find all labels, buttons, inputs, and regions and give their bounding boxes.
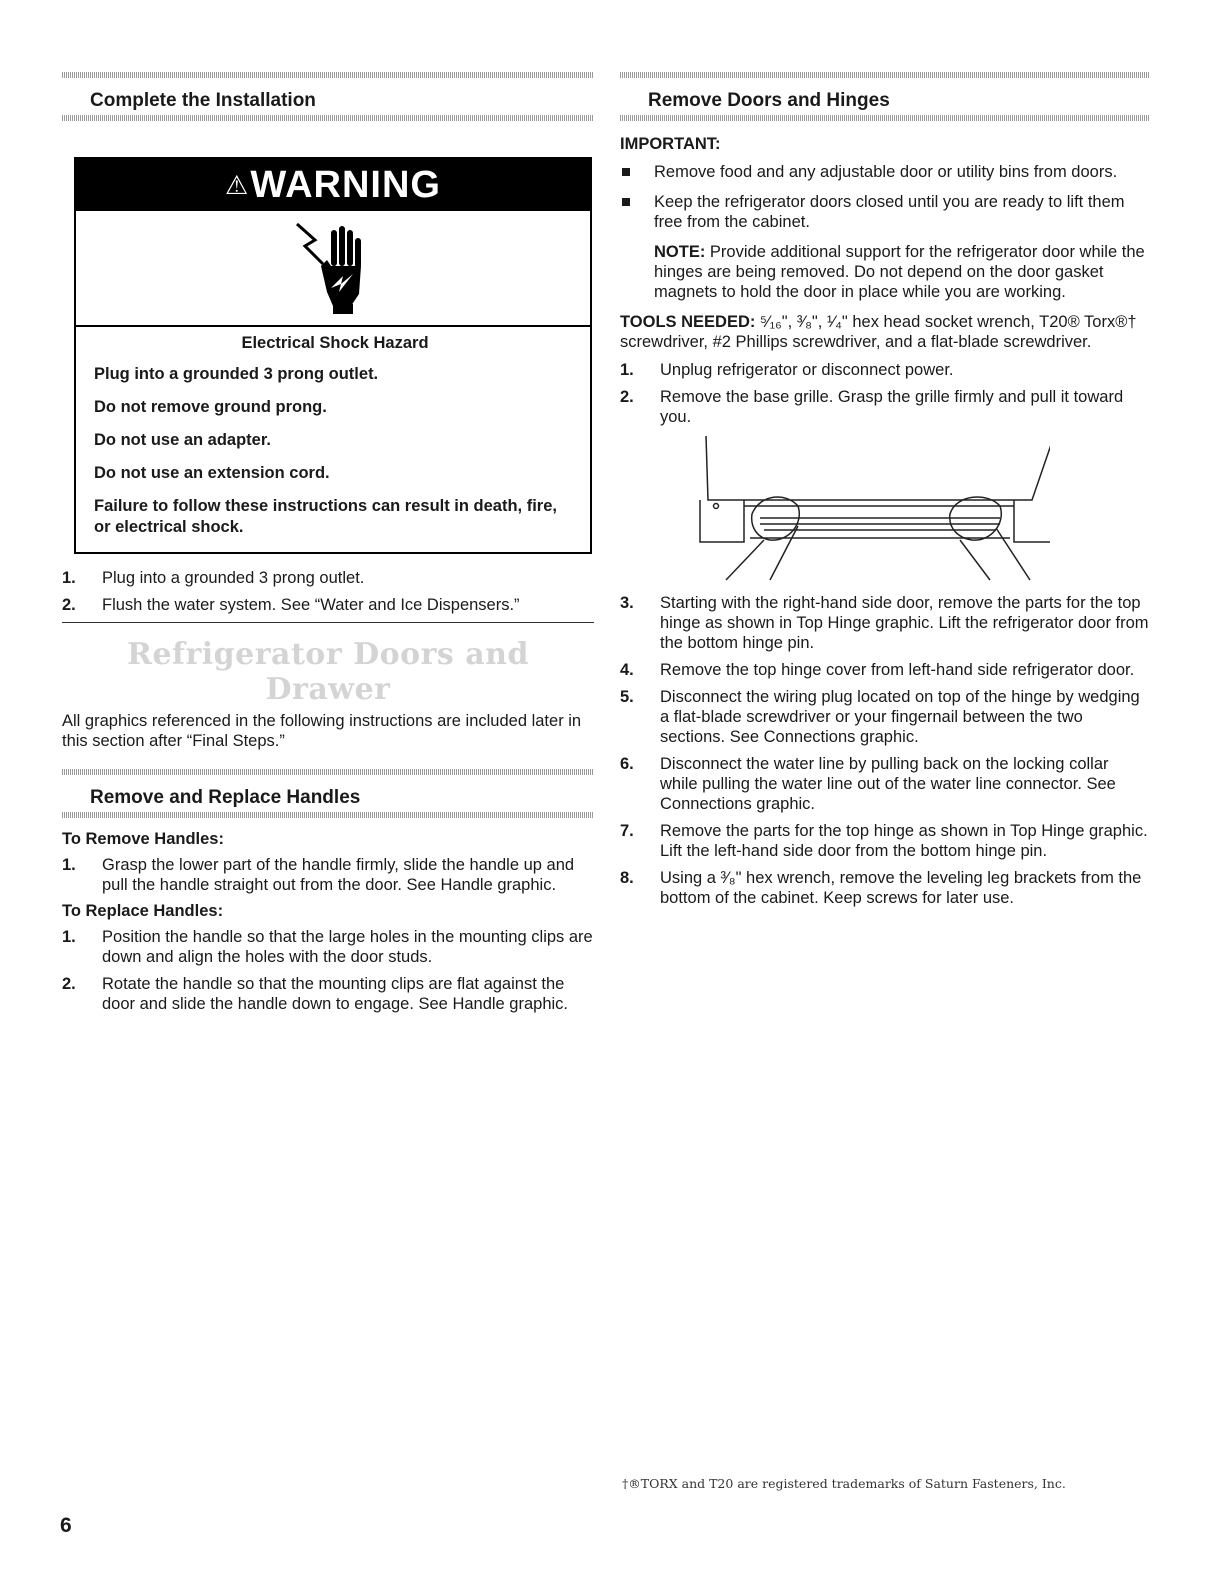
base-grille-removal-image [660, 434, 1050, 584]
warning-triangle-icon: ⚠ [225, 169, 249, 200]
warning-icon-area [76, 211, 590, 327]
warning-text [76, 327, 590, 552]
step-number: 1. [62, 569, 76, 587]
step-text: Position the handle so that the large holes in the mounting clips are down and align the holes with the door studs. [102, 928, 593, 966]
door-steps-a [620, 360, 1150, 427]
step-number: 1. [62, 856, 76, 874]
step-text: Starting with the right-hand side door, remove the parts for the top hinge as shown in Top Hinge graphic. Lift the refrigerator door from the bottom hinge pin. [660, 594, 1149, 652]
hatch-rule-bottom [62, 812, 594, 818]
remove-handles-heading: To Remove Handles: [62, 830, 224, 848]
electrical-shock-hand-icon [293, 220, 373, 316]
tools-text: ⁵⁄₁₆", ³⁄₈", ¹⁄₄" hex head socket wrench, T20® Torx®† screwdriver, #2 Phillips screwdriver, and a flat-blade screwdriver. [620, 313, 1137, 351]
step-number: 4. [620, 661, 634, 679]
list-item [620, 868, 1150, 908]
list-item [62, 927, 594, 967]
step-text: Unplug refrigerator or disconnect power. [660, 361, 954, 379]
step-number: 2. [62, 975, 76, 993]
step-number: 5. [620, 688, 634, 706]
tools-paragraph [620, 312, 1150, 352]
warning-banner [76, 159, 590, 211]
warning-line: Do not use an extension cord. [94, 464, 330, 482]
step-text: Rotate the handle so that the mounting clips are flat against the door and slide the handle down to engage. See Handle graphic. [102, 975, 569, 1013]
section-title: Remove and Replace Handles [90, 787, 361, 808]
step-text: Disconnect the water line by pulling back on the locking collar while pulling the water line out of the water line connector. See Connections graphic. [660, 755, 1116, 813]
step-number: 6. [620, 755, 634, 773]
bullet-square-icon [622, 198, 630, 206]
list-item [620, 593, 1150, 653]
step-text: Remove the base grille. Grasp the grille firmly and pull it toward you. [660, 388, 1124, 426]
list-item [620, 660, 1150, 680]
step-text: Plug into a grounded 3 prong outlet. [102, 569, 365, 587]
step-number: 7. [620, 822, 634, 840]
install-steps [62, 568, 594, 615]
warning-line: Plug into a grounded 3 prong outlet. [94, 365, 379, 383]
step-text: Flush the water system. See “Water and Ice Dispensers.” [102, 596, 520, 614]
warning-line: Do not use an adapter. [94, 431, 271, 449]
step-number: 3. [620, 594, 634, 612]
step-text: Disconnect the wiring plug located on top of the hinge by wedging a flat-blade screwdriver or your fingernail between the two sections. See Connections graphic. [660, 688, 1140, 746]
list-item [620, 754, 1150, 814]
trademark-footnote: †®TORX and T20 are registered trademarks of Saturn Fasteners, Inc. [622, 1476, 1066, 1491]
chapter-intro: All graphics referenced in the following instructions are included later in this section after “Final Steps.” [62, 712, 582, 750]
list-item [62, 974, 594, 1014]
warning-line: Do not remove ground prong. [94, 398, 327, 416]
warning-box [74, 157, 592, 554]
tools-label: TOOLS NEEDED: [620, 313, 756, 331]
bullet-text: Remove food and any adjustable door or utility bins from doors. [654, 163, 1118, 181]
step-text: Grasp the lower part of the handle firmly, slide the handle up and pull the handle straight out from the door. See Handle graphic. [102, 856, 575, 894]
step-text: Using a ³⁄₈" hex wrench, remove the leveling leg brackets from the bottom of the cabinet. Keep screws for later use. [660, 869, 1142, 907]
base-grille-illustration [660, 434, 1150, 589]
section-title: Remove Doors and Hinges [648, 90, 890, 111]
divider [62, 622, 594, 623]
remove-handles-steps [62, 855, 594, 895]
right-column [620, 72, 1150, 915]
note-paragraph [620, 242, 1150, 302]
step-text: Remove the parts for the top hinge as shown in Top Hinge graphic. Lift the left-hand side door from the bottom hinge pin. [660, 822, 1148, 860]
list-item [62, 595, 594, 615]
note-text: Provide additional support for the refrigerator door while the hinges are being removed. Do not depend on the door gasket magnets to hold the door in place while you are working. [654, 243, 1145, 301]
section-header-remove-doors [620, 72, 1150, 121]
replace-handles-heading: To Replace Handles: [62, 902, 224, 920]
step-number: 2. [62, 596, 76, 614]
left-column [62, 72, 594, 1021]
bullet-text: Keep the refrigerator doors closed until you are ready to lift them free from the cabinet. [654, 193, 1125, 231]
important-label: IMPORTANT: [620, 135, 721, 153]
replace-handles-steps [62, 927, 594, 1014]
hatch-rule-bottom [62, 115, 594, 121]
list-item [620, 387, 1150, 427]
list-item [620, 192, 1150, 232]
chapter-title: Refrigerator Doors and Drawer [127, 637, 529, 707]
list-item [62, 568, 594, 588]
important-bullets [620, 162, 1150, 232]
warning-banner-text: WARNING [250, 163, 441, 206]
bullet-square-icon [622, 168, 630, 176]
page-number: 6 [60, 1514, 72, 1537]
step-number: 1. [620, 361, 634, 379]
door-steps-b [620, 593, 1150, 908]
section-header-handles [62, 769, 594, 818]
step-number: 1. [62, 928, 76, 946]
hatch-rule-bottom [620, 115, 1150, 121]
list-item [620, 821, 1150, 861]
section-header-complete-installation [62, 72, 594, 121]
warning-line: Failure to follow these instructions can result in death, fire, or electrical shock. [94, 497, 557, 536]
list-item [620, 360, 1150, 380]
step-text: Remove the top hinge cover from left-hand side refrigerator door. [660, 661, 1135, 679]
step-number: 2. [620, 388, 634, 406]
list-item [62, 855, 594, 895]
note-label: NOTE: [654, 243, 706, 261]
list-item [620, 687, 1150, 747]
list-item [620, 162, 1150, 182]
section-title: Complete the Installation [90, 90, 316, 111]
step-number: 8. [620, 869, 634, 887]
hazard-title: Electrical Shock Hazard [241, 334, 429, 352]
